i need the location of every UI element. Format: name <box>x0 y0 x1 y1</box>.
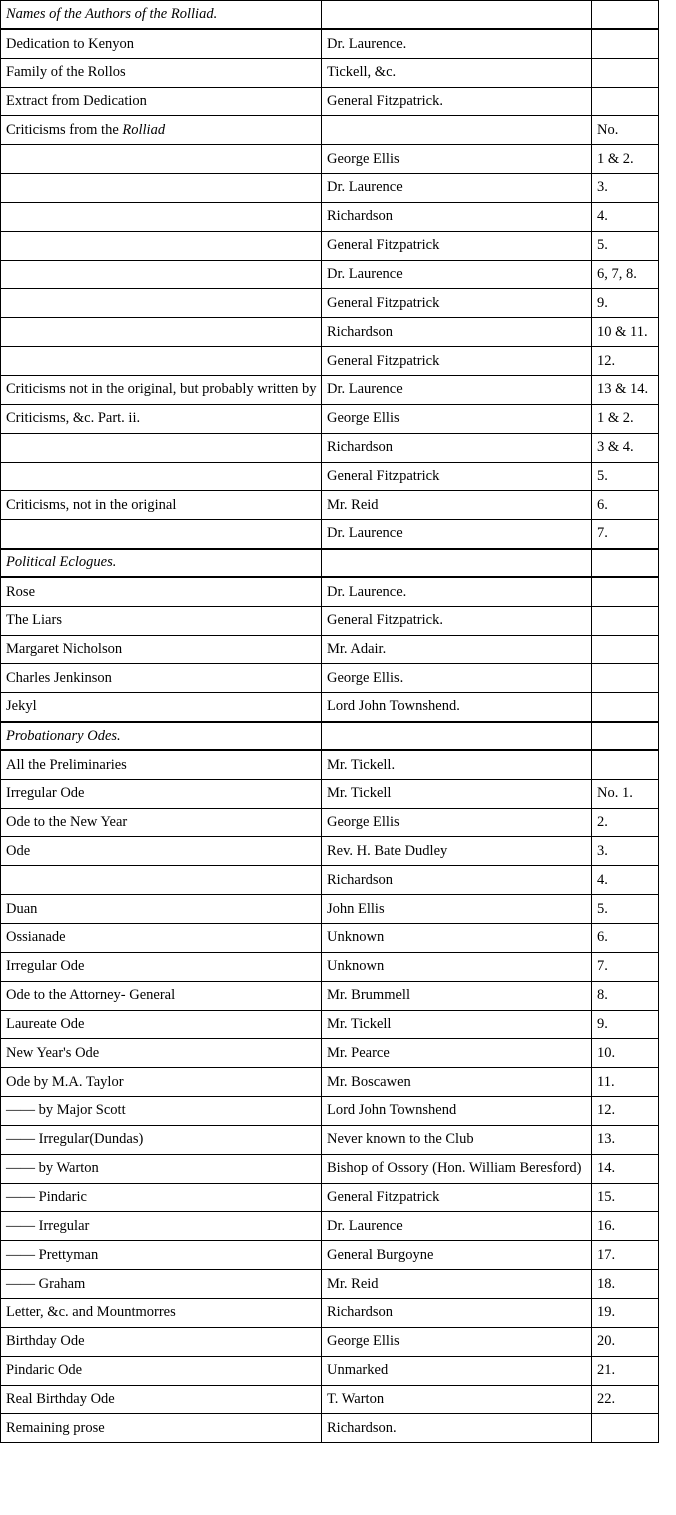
work-title: Ode to the Attorney- General <box>6 987 176 1004</box>
author-cell: General Burgoyne <box>322 1241 592 1270</box>
table-row <box>1 1125 659 1154</box>
table-row <box>1 1010 659 1039</box>
table-row <box>1 693 659 722</box>
work-title: —— Pindaric <box>6 1189 87 1206</box>
work-cell <box>1 260 322 289</box>
number-cell: 14. <box>592 1154 659 1183</box>
number-cell: 13 & 14. <box>592 375 659 404</box>
work-cell <box>1 808 322 837</box>
author-cell: General Fitzpatrick <box>322 231 592 260</box>
number-cell: 7. <box>592 520 659 549</box>
table-row <box>1 664 659 693</box>
author-cell: Rev. H. Bate Dudley <box>322 837 592 866</box>
section-title <box>1 549 322 578</box>
number-cell <box>592 87 659 116</box>
table-row <box>1 837 659 866</box>
number-cell <box>592 606 659 635</box>
section-title <box>1 1 322 30</box>
section-title-text: Probationary Odes. <box>6 727 121 744</box>
number-cell: 16. <box>592 1212 659 1241</box>
number-cell <box>592 1414 659 1443</box>
section-title-italic: Rolliad <box>170 6 214 23</box>
author-cell: Unknown <box>322 952 592 981</box>
work-cell <box>1 1125 322 1154</box>
table-row <box>1 1241 659 1270</box>
work-title: Duan <box>6 900 38 917</box>
work-cell <box>1 635 322 664</box>
table-row <box>1 347 659 376</box>
author-cell: Richardson <box>322 202 592 231</box>
number-cell: 6. <box>592 924 659 953</box>
section-header-row <box>1 549 659 578</box>
number-cell: 4. <box>592 202 659 231</box>
author-cell: Mr. Reid <box>322 1270 592 1299</box>
work-cell <box>1 318 322 347</box>
author-cell: General Fitzpatrick <box>322 462 592 491</box>
work-cell <box>1 433 322 462</box>
work-cell <box>1 606 322 635</box>
work-title: Extract from Dedication <box>6 92 147 109</box>
author-cell: Never known to the Club <box>322 1125 592 1154</box>
table-row <box>1 779 659 808</box>
author-cell: Mr. Tickell <box>322 779 592 808</box>
number-cell: No. <box>592 116 659 145</box>
number-cell: 7. <box>592 952 659 981</box>
number-cell: 2. <box>592 808 659 837</box>
work-title: Charles Jenkinson <box>6 669 112 686</box>
work-cell <box>1 1154 322 1183</box>
work-title: Jekyl <box>6 698 37 715</box>
author-cell <box>322 1 592 30</box>
author-cell: Dr. Laurence <box>322 260 592 289</box>
table-row <box>1 866 659 895</box>
table-row <box>1 318 659 347</box>
author-cell: Lord John Townshend <box>322 1097 592 1126</box>
table-row <box>1 1097 659 1126</box>
number-cell: 1 & 2. <box>592 404 659 433</box>
work-cell <box>1 1183 322 1212</box>
table-row <box>1 491 659 520</box>
number-cell: 5. <box>592 462 659 491</box>
table-row <box>1 1068 659 1097</box>
table-row <box>1 1154 659 1183</box>
author-cell: Mr. Adair. <box>322 635 592 664</box>
work-title: —— by Major Scott <box>6 1102 126 1119</box>
work-cell <box>1 1068 322 1097</box>
work-cell <box>1 1010 322 1039</box>
author-cell: T. Warton <box>322 1385 592 1414</box>
work-title: Criticisms, not in the original <box>6 496 177 513</box>
number-cell: 15. <box>592 1183 659 1212</box>
number-cell: 17. <box>592 1241 659 1270</box>
work-cell <box>1 87 322 116</box>
table-row <box>1 202 659 231</box>
section-title <box>1 722 322 751</box>
work-cell <box>1 952 322 981</box>
number-cell: 1 & 2. <box>592 145 659 174</box>
work-cell <box>1 116 322 145</box>
author-cell: Unmarked <box>322 1356 592 1385</box>
section-header-row <box>1 1 659 30</box>
author-cell: General Fitzpatrick <box>322 289 592 318</box>
author-cell: Richardson <box>322 433 592 462</box>
table-row <box>1 750 659 779</box>
work-cell <box>1 779 322 808</box>
work-title: —— Irregular <box>6 1217 90 1234</box>
table-row <box>1 635 659 664</box>
author-cell: George Ellis. <box>322 664 592 693</box>
work-title: Criticisms not in the original, but probably written by <box>6 381 317 398</box>
author-cell: Unknown <box>322 924 592 953</box>
number-cell: 19. <box>592 1298 659 1327</box>
table-row <box>1 404 659 433</box>
number-cell: 3. <box>592 174 659 203</box>
work-cell <box>1 29 322 58</box>
author-cell: George Ellis <box>322 808 592 837</box>
work-cell <box>1 1356 322 1385</box>
author-cell: Tickell, &c. <box>322 58 592 87</box>
work-cell <box>1 981 322 1010</box>
table-row <box>1 231 659 260</box>
author-cell: George Ellis <box>322 404 592 433</box>
number-cell: 13. <box>592 1125 659 1154</box>
table-row <box>1 1039 659 1068</box>
author-cell: General Fitzpatrick. <box>322 606 592 635</box>
author-cell: Richardson <box>322 1298 592 1327</box>
work-title: Rose <box>6 583 35 600</box>
author-cell: Dr. Laurence <box>322 375 592 404</box>
number-cell: 6, 7, 8. <box>592 260 659 289</box>
work-title: Real Birthday Ode <box>6 1390 115 1407</box>
work-cell <box>1 924 322 953</box>
number-cell: 20. <box>592 1327 659 1356</box>
author-cell: Richardson <box>322 866 592 895</box>
work-cell <box>1 1298 322 1327</box>
author-cell: Dr. Laurence <box>322 1212 592 1241</box>
work-title: Ode to the New Year <box>6 814 128 831</box>
table-row <box>1 981 659 1010</box>
work-cell <box>1 1414 322 1443</box>
work-title: Irregular Ode <box>6 785 85 802</box>
work-cell <box>1 1385 322 1414</box>
table-row <box>1 1183 659 1212</box>
work-title: Ossianade <box>6 929 66 946</box>
table-row <box>1 433 659 462</box>
author-cell: Mr. Tickell <box>322 1010 592 1039</box>
work-cell <box>1 347 322 376</box>
work-title: —— Prettyman <box>6 1246 99 1263</box>
number-cell: 5. <box>592 895 659 924</box>
work-cell <box>1 58 322 87</box>
work-cell <box>1 491 322 520</box>
table-row <box>1 1385 659 1414</box>
section-title-suffix: . <box>213 6 218 23</box>
author-cell: Lord John Townshend. <box>322 693 592 722</box>
table-row <box>1 1270 659 1299</box>
work-cell <box>1 231 322 260</box>
number-cell: 3. <box>592 837 659 866</box>
table-row <box>1 289 659 318</box>
number-cell: 9. <box>592 1010 659 1039</box>
work-title: Criticisms, &c. Part. ii. <box>6 410 141 427</box>
author-cell: Mr. Reid <box>322 491 592 520</box>
number-cell <box>592 693 659 722</box>
table-row <box>1 260 659 289</box>
number-cell: 3 & 4. <box>592 433 659 462</box>
number-cell <box>592 722 659 751</box>
author-cell: Richardson. <box>322 1414 592 1443</box>
work-cell <box>1 289 322 318</box>
table-row <box>1 808 659 837</box>
author-cell: George Ellis <box>322 145 592 174</box>
table-row <box>1 145 659 174</box>
number-cell: 6. <box>592 491 659 520</box>
work-cell <box>1 375 322 404</box>
number-cell: 10. <box>592 1039 659 1068</box>
work-cell <box>1 404 322 433</box>
number-cell: 11. <box>592 1068 659 1097</box>
section-title-text: Names of the Authors of the <box>6 6 171 23</box>
work-title: The Liars <box>6 612 62 629</box>
work-cell <box>1 1327 322 1356</box>
work-cell <box>1 1039 322 1068</box>
author-cell: General Fitzpatrick <box>322 1183 592 1212</box>
author-cell: Mr. Tickell. <box>322 750 592 779</box>
work-title-italic: Rolliad <box>122 121 166 138</box>
table-row <box>1 520 659 549</box>
work-title: Margaret Nicholson <box>6 640 123 657</box>
table-row <box>1 87 659 116</box>
work-title: Dedication to Kenyon <box>6 35 135 52</box>
number-cell: 4. <box>592 866 659 895</box>
work-title: —— Irregular(Dundas) <box>6 1131 144 1148</box>
number-cell <box>592 635 659 664</box>
author-cell: Dr. Laurence. <box>322 577 592 606</box>
table-row <box>1 1356 659 1385</box>
number-cell: No. 1. <box>592 779 659 808</box>
section-title-text: Political Eclogues. <box>6 554 117 571</box>
work-title: All the Preliminaries <box>6 756 127 773</box>
author-cell: General Fitzpatrick <box>322 347 592 376</box>
author-cell: Mr. Boscawen <box>322 1068 592 1097</box>
number-cell <box>592 58 659 87</box>
work-title: —— Graham <box>6 1275 86 1292</box>
work-cell <box>1 174 322 203</box>
work-title: Family of the Rollos <box>6 64 126 81</box>
work-cell <box>1 895 322 924</box>
number-cell: 5. <box>592 231 659 260</box>
number-cell: 18. <box>592 1270 659 1299</box>
number-cell: 8. <box>592 981 659 1010</box>
table-row <box>1 174 659 203</box>
work-cell <box>1 1241 322 1270</box>
number-cell <box>592 1 659 30</box>
work-title: —— by Warton <box>6 1160 99 1177</box>
author-cell: Richardson <box>322 318 592 347</box>
number-cell: 9. <box>592 289 659 318</box>
number-cell: 21. <box>592 1356 659 1385</box>
work-cell <box>1 664 322 693</box>
author-cell: General Fitzpatrick. <box>322 87 592 116</box>
section-header-row <box>1 722 659 751</box>
table-row <box>1 462 659 491</box>
table-row <box>1 29 659 58</box>
table-row <box>1 606 659 635</box>
work-title: Pindaric Ode <box>6 1362 83 1379</box>
number-cell <box>592 29 659 58</box>
table-row <box>1 1298 659 1327</box>
number-cell <box>592 750 659 779</box>
work-cell <box>1 1270 322 1299</box>
table-row <box>1 924 659 953</box>
work-title: New Year's Ode <box>6 1044 100 1061</box>
work-cell <box>1 837 322 866</box>
author-cell <box>322 722 592 751</box>
work-title: Ode by M.A. Taylor <box>6 1073 124 1090</box>
table-row <box>1 895 659 924</box>
author-cell <box>322 116 592 145</box>
work-title: Letter, &c. and Mountmorres <box>6 1304 176 1321</box>
work-cell <box>1 1097 322 1126</box>
author-cell: George Ellis <box>322 1327 592 1356</box>
number-cell: 22. <box>592 1385 659 1414</box>
number-cell: 12. <box>592 1097 659 1126</box>
author-cell: Dr. Laurence <box>322 174 592 203</box>
work-cell <box>1 750 322 779</box>
table-row <box>1 952 659 981</box>
number-cell: 10 & 11. <box>592 318 659 347</box>
work-cell <box>1 202 322 231</box>
work-cell <box>1 693 322 722</box>
table-row <box>1 116 659 145</box>
author-cell: Dr. Laurence. <box>322 29 592 58</box>
work-cell <box>1 520 322 549</box>
work-cell <box>1 866 322 895</box>
work-cell <box>1 462 322 491</box>
table-row <box>1 375 659 404</box>
work-title: Remaining prose <box>6 1419 105 1436</box>
table-row <box>1 1414 659 1443</box>
work-cell <box>1 577 322 606</box>
work-cell <box>1 145 322 174</box>
number-cell <box>592 577 659 606</box>
author-cell <box>322 549 592 578</box>
number-cell: 12. <box>592 347 659 376</box>
author-cell: Dr. Laurence <box>322 520 592 549</box>
author-cell: Bishop of Ossory (Hon. William Beresford) <box>322 1154 592 1183</box>
number-cell <box>592 549 659 578</box>
authors-table-body <box>1 1 659 1443</box>
work-title: Laureate Ode <box>6 1015 85 1032</box>
table-row <box>1 58 659 87</box>
author-cell: Mr. Brummell <box>322 981 592 1010</box>
table-row <box>1 577 659 606</box>
work-cell <box>1 1212 322 1241</box>
number-cell <box>592 664 659 693</box>
work-title: Birthday Ode <box>6 1333 85 1350</box>
table-row <box>1 1212 659 1241</box>
work-title: Ode <box>6 842 31 859</box>
author-cell: Mr. Pearce <box>322 1039 592 1068</box>
work-title: Criticisms from the <box>6 121 123 138</box>
author-cell: John Ellis <box>322 895 592 924</box>
table-row <box>1 1327 659 1356</box>
work-title: Irregular Ode <box>6 958 85 975</box>
